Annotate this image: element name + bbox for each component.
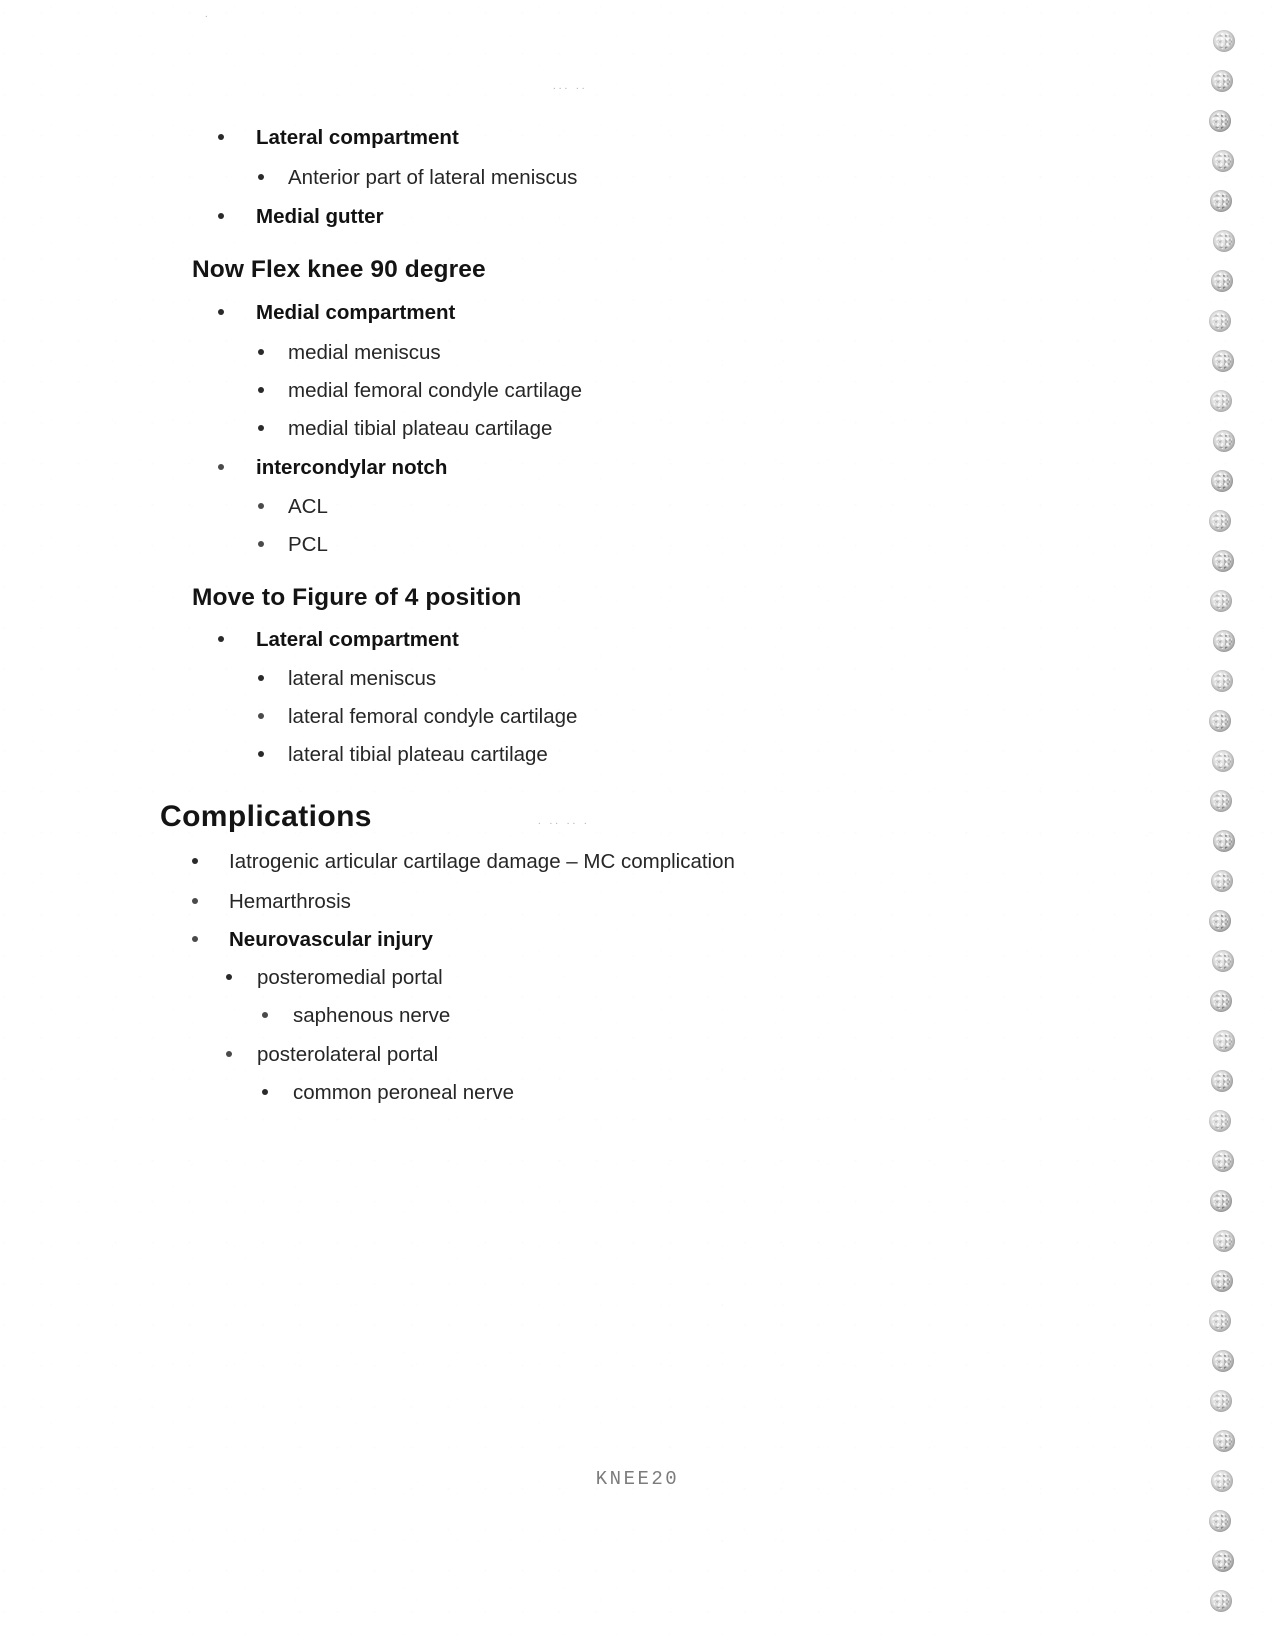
binder-hole [1212,550,1234,572]
bullet-icon [262,1012,268,1018]
list-item: Lateral compartment [218,628,459,652]
binder-hole [1212,750,1234,772]
binder-hole [1213,1430,1235,1452]
binder-hole [1213,1230,1235,1252]
binder-hole [1210,390,1232,412]
list-item: posterolateral portal [226,1043,438,1067]
binder-hole [1211,870,1233,892]
section-heading-flex-knee: Now Flex knee 90 degree [192,256,486,283]
binder-hole [1211,670,1233,692]
binder-hole [1212,350,1234,372]
list-item: Medial compartment [218,301,455,325]
binder-hole [1211,70,1233,92]
binder-hole [1209,1110,1231,1132]
binder-hole [1209,1310,1231,1332]
list-item: lateral femoral condyle cartilage [258,705,577,729]
section-heading-figure-of-4: Move to Figure of 4 position [192,584,522,611]
list-item: Neurovascular injury [192,928,433,952]
binder-hole [1212,1150,1234,1172]
binder-hole [1209,310,1231,332]
bullet-icon [258,713,264,719]
list-item: posteromedial portal [226,966,443,990]
bullet-icon [226,1051,232,1057]
scan-artifact-mark: ... .. [553,80,588,92]
bullet-icon [192,936,198,942]
binder-hole [1209,1510,1231,1532]
list-item: intercondylar notch [218,456,447,480]
list-item: ACL [258,495,328,519]
binder-hole [1212,150,1234,172]
binder-hole [1213,630,1235,652]
binder-hole [1211,270,1233,292]
page-footer-label: KNEE20 [595,1468,680,1490]
binder-hole-strip [1185,0,1275,1650]
list-item: medial tibial plateau cartilage [258,417,552,441]
list-item: medial meniscus [258,341,441,365]
bullet-icon [258,387,264,393]
bullet-icon [258,541,264,547]
binder-hole [1211,470,1233,492]
list-item: Hemarthrosis [192,890,351,914]
bullet-icon [192,858,198,864]
binder-hole [1210,1390,1232,1412]
list-item: Anterior part of lateral meniscus [258,166,577,190]
binder-hole [1213,830,1235,852]
binder-hole [1210,190,1232,212]
binder-hole [1210,990,1232,1012]
binder-hole [1213,30,1235,52]
bullet-icon [262,1089,268,1095]
binder-hole [1211,1270,1233,1292]
scan-artifact-mark: . [205,8,211,20]
section-heading-complications: Complications [160,800,372,833]
bullet-icon [258,349,264,355]
binder-hole [1210,1190,1232,1212]
list-item: lateral tibial plateau cartilage [258,743,548,767]
binder-hole [1212,950,1234,972]
list-item: Medial gutter [218,205,384,229]
bullet-icon [258,751,264,757]
list-item: Lateral compartment [218,126,459,150]
binder-hole [1212,1550,1234,1572]
bullet-icon [258,425,264,431]
list-item: lateral meniscus [258,667,436,691]
bullet-icon [218,134,224,140]
binder-hole [1209,710,1231,732]
bullet-icon [218,636,224,642]
list-item: saphenous nerve [262,1004,450,1028]
binder-hole [1210,790,1232,812]
scan-artifact-mark: . .. .. . [538,815,590,827]
binder-hole [1213,230,1235,252]
list-item: common peroneal nerve [262,1081,514,1105]
binder-hole [1213,430,1235,452]
list-item: Iatrogenic articular cartilage damage – MC complication [192,850,735,874]
list-item: medial femoral condyle cartilage [258,379,582,403]
bullet-icon [258,174,264,180]
bullet-icon [218,464,224,470]
binder-hole [1209,910,1231,932]
binder-hole [1210,590,1232,612]
binder-hole [1209,110,1231,132]
bullet-icon [258,675,264,681]
binder-hole [1212,1350,1234,1372]
binder-hole [1209,510,1231,532]
binder-hole [1210,1590,1232,1612]
bullet-icon [226,974,232,980]
binder-hole [1211,1070,1233,1092]
bullet-icon [258,503,264,509]
binder-hole [1213,1030,1235,1052]
bullet-icon [218,309,224,315]
bullet-icon [192,898,198,904]
bullet-icon [218,213,224,219]
list-item: PCL [258,533,328,557]
